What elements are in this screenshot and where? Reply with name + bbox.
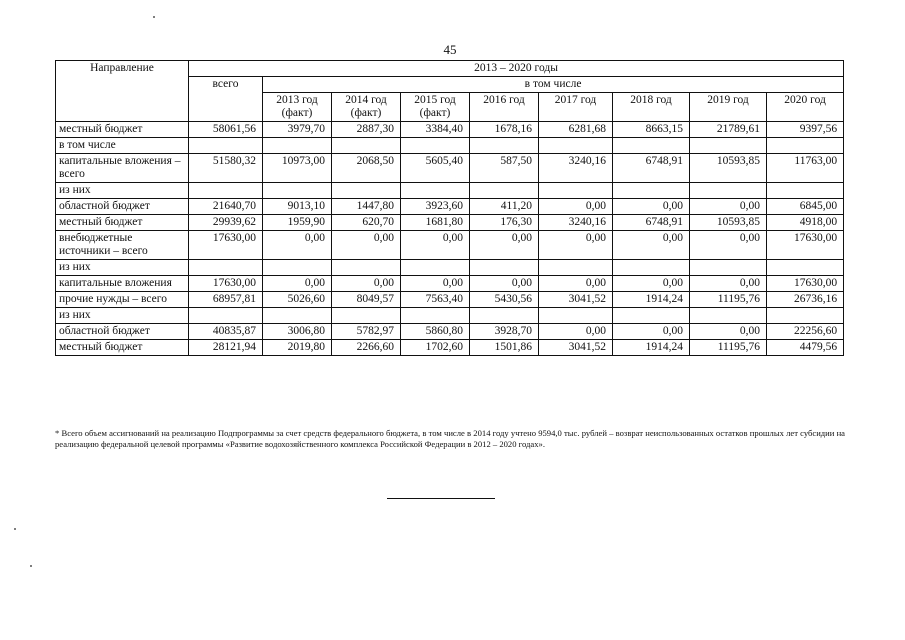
cell-year-value: 6748,91 [613, 154, 690, 183]
cell-total [189, 183, 263, 199]
cell-year-value: 0,00 [539, 276, 613, 292]
header-year-label: 2017 год [554, 94, 597, 106]
page-number: 45 [443, 42, 457, 57]
cell-year-value: 1678,16 [470, 122, 539, 138]
cell-total: 58061,56 [189, 122, 263, 138]
cell-year-value: 2266,60 [332, 340, 401, 356]
row-label: местный бюджет [56, 122, 189, 138]
cell-year-value: 7563,40 [401, 292, 470, 308]
cell-year-value: 3384,40 [401, 122, 470, 138]
cell-total [189, 138, 263, 154]
cell-year-value [613, 260, 690, 276]
cell-year-value: 3041,52 [539, 340, 613, 356]
cell-year-value: 8049,57 [332, 292, 401, 308]
cell-total: 17630,00 [189, 231, 263, 260]
cell-year-value: 4918,00 [767, 215, 844, 231]
row-label: местный бюджет [56, 340, 189, 356]
cell-year-value: 9397,56 [767, 122, 844, 138]
cell-year-value: 6845,00 [767, 199, 844, 215]
cell-total: 40835,87 [189, 324, 263, 340]
header-year-label: 2018 год [630, 94, 672, 106]
row-label: местный бюджет [56, 215, 189, 231]
cell-year-value: 2068,50 [332, 154, 401, 183]
cell-year-value [690, 138, 767, 154]
cell-year-value [332, 138, 401, 154]
table-row [56, 340, 844, 356]
cell-year-value: 11195,76 [690, 340, 767, 356]
cell-year-value [470, 308, 539, 324]
header-year-label: 2013 год [276, 94, 318, 106]
cell-year-value: 1681,80 [401, 215, 470, 231]
table-body [56, 122, 844, 356]
header-year [613, 93, 690, 122]
cell-year-value: 22256,60 [767, 324, 844, 340]
cell-year-value: 4479,56 [767, 340, 844, 356]
cell-year-value: 26736,16 [767, 292, 844, 308]
table-row [56, 231, 844, 260]
header-year [690, 93, 767, 122]
cell-year-value: 0,00 [470, 231, 539, 260]
row-label: из них [56, 308, 189, 324]
cell-total [189, 308, 263, 324]
row-label: внебюджетные источники – всего [56, 231, 189, 260]
cell-year-value: 10593,85 [690, 215, 767, 231]
scan-speck [30, 565, 32, 567]
cell-year-value: 5782,97 [332, 324, 401, 340]
header-year [470, 93, 539, 122]
cell-year-value: 1914,24 [613, 340, 690, 356]
header-year [263, 93, 332, 122]
cell-year-value: 1959,90 [263, 215, 332, 231]
cell-total: 21640,70 [189, 199, 263, 215]
cell-year-value: 6281,68 [539, 122, 613, 138]
header-year [539, 93, 613, 122]
row-label: областной бюджет [56, 199, 189, 215]
cell-year-value: 3006,80 [263, 324, 332, 340]
cell-year-value: 0,00 [539, 199, 613, 215]
table-row [56, 292, 844, 308]
cell-total: 28121,94 [189, 340, 263, 356]
cell-year-value: 0,00 [690, 199, 767, 215]
table-row [56, 276, 844, 292]
cell-year-value: 0,00 [401, 231, 470, 260]
table-row [56, 154, 844, 183]
cell-year-value [539, 183, 613, 199]
cell-year-value [613, 183, 690, 199]
cell-year-value [401, 260, 470, 276]
cell-year-value: 10973,00 [263, 154, 332, 183]
cell-year-value: 587,50 [470, 154, 539, 183]
table-row [56, 215, 844, 231]
table-row [56, 122, 844, 138]
header-year-note: (факт) [419, 107, 451, 119]
cell-year-value: 9013,10 [263, 199, 332, 215]
scan-speck [153, 16, 155, 18]
cell-year-value [539, 260, 613, 276]
cell-year-value [401, 308, 470, 324]
cell-year-value: 1702,60 [401, 340, 470, 356]
cell-year-value [690, 260, 767, 276]
cell-year-value [470, 260, 539, 276]
cell-year-value: 0,00 [401, 276, 470, 292]
cell-year-value: 17630,00 [767, 231, 844, 260]
cell-year-value: 11195,76 [690, 292, 767, 308]
cell-year-value: 0,00 [263, 276, 332, 292]
cell-year-value: 3240,16 [539, 154, 613, 183]
row-label: прочие нужды – всего [56, 292, 189, 308]
cell-total: 29939,62 [189, 215, 263, 231]
cell-year-value: 17630,00 [767, 276, 844, 292]
header-year [767, 93, 844, 122]
cell-year-value: 5605,40 [401, 154, 470, 183]
cell-year-value [263, 260, 332, 276]
row-label: областной бюджет [56, 324, 189, 340]
cell-year-value [539, 138, 613, 154]
header-including: в том числе [263, 77, 844, 93]
header-year [332, 93, 401, 122]
cell-year-value: 0,00 [690, 276, 767, 292]
cell-year-value: 0,00 [613, 324, 690, 340]
cell-year-value: 5430,56 [470, 292, 539, 308]
cell-year-value: 0,00 [332, 276, 401, 292]
cell-year-value: 10593,85 [690, 154, 767, 183]
table-row [56, 324, 844, 340]
cell-year-value [332, 260, 401, 276]
cell-year-value: 11763,00 [767, 154, 844, 183]
cell-year-value [263, 183, 332, 199]
cell-year-value: 0,00 [613, 231, 690, 260]
separator-line [387, 498, 495, 499]
header-direction: Направление [56, 61, 189, 122]
cell-year-value: 0,00 [613, 199, 690, 215]
cell-year-value: 0,00 [539, 231, 613, 260]
cell-year-value: 3979,70 [263, 122, 332, 138]
header-year-label: 2016 год [483, 94, 525, 106]
cell-year-value: 3041,52 [539, 292, 613, 308]
cell-year-value: 21789,61 [690, 122, 767, 138]
cell-year-value: 0,00 [690, 231, 767, 260]
cell-year-value: 5026,60 [263, 292, 332, 308]
cell-year-value: 2887,30 [332, 122, 401, 138]
cell-year-value: 0,00 [539, 324, 613, 340]
cell-year-value: 3923,60 [401, 199, 470, 215]
row-label: капитальные вложения – всего [56, 154, 189, 183]
cell-year-value [470, 138, 539, 154]
cell-year-value: 620,70 [332, 215, 401, 231]
cell-year-value: 8663,15 [613, 122, 690, 138]
cell-year-value [767, 138, 844, 154]
cell-year-value [332, 308, 401, 324]
cell-year-value [690, 308, 767, 324]
cell-year-value: 0,00 [690, 324, 767, 340]
footnote: * Всего объем ассигнований на реализацию Подпрограммы за счет средств федерального бюджета, в том числе в 2014 году учтено 9594,0 тыс. рублей – возврат неиспользованных остатков прошлых лет субсидии на реализацию федеральной целевой программы «Развитие водохозяйственного комплекса Российской Федерации в 2012 – 2020 годах». [55, 428, 845, 449]
header-year-label: 2020 год [784, 94, 826, 106]
scan-speck [14, 528, 16, 530]
cell-year-value: 1447,80 [332, 199, 401, 215]
cell-year-value: 1914,24 [613, 292, 690, 308]
cell-year-value [613, 138, 690, 154]
cell-total: 51580,32 [189, 154, 263, 183]
cell-year-value: 3240,16 [539, 215, 613, 231]
cell-year-value [613, 308, 690, 324]
row-label: из них [56, 260, 189, 276]
cell-year-value [263, 138, 332, 154]
cell-year-value: 0,00 [332, 231, 401, 260]
cell-year-value: 6748,91 [613, 215, 690, 231]
cell-year-value [767, 183, 844, 199]
cell-year-value: 0,00 [613, 276, 690, 292]
table-row [56, 199, 844, 215]
cell-total: 17630,00 [189, 276, 263, 292]
header-year-label: 2014 год [345, 94, 387, 106]
cell-year-value [470, 183, 539, 199]
cell-total [189, 260, 263, 276]
table-row [56, 260, 844, 276]
cell-year-value: 176,30 [470, 215, 539, 231]
row-label: в том числе [56, 138, 189, 154]
cell-year-value [767, 308, 844, 324]
row-label: капитальные вложения [56, 276, 189, 292]
header-year-note: (факт) [350, 107, 382, 119]
budget-table [55, 60, 844, 356]
header-year-label: 2015 год [414, 94, 456, 106]
cell-year-value [332, 183, 401, 199]
table-row [56, 138, 844, 154]
cell-year-value [767, 260, 844, 276]
table-row [56, 183, 844, 199]
cell-year-value: 0,00 [470, 276, 539, 292]
header-period: 2013 – 2020 годы [189, 61, 844, 77]
cell-year-value: 5860,80 [401, 324, 470, 340]
cell-year-value [401, 183, 470, 199]
table-header [56, 61, 844, 122]
header-total: всего [189, 77, 263, 122]
header-year [401, 93, 470, 122]
cell-year-value: 3928,70 [470, 324, 539, 340]
cell-year-value [539, 308, 613, 324]
cell-year-value [690, 183, 767, 199]
cell-total: 68957,81 [189, 292, 263, 308]
header-year-note: (факт) [281, 107, 313, 119]
row-label: из них [56, 183, 189, 199]
cell-year-value: 2019,80 [263, 340, 332, 356]
header-year-label: 2019 год [707, 94, 749, 106]
cell-year-value [401, 138, 470, 154]
table-row [56, 308, 844, 324]
cell-year-value: 411,20 [470, 199, 539, 215]
cell-year-value: 1501,86 [470, 340, 539, 356]
cell-year-value [263, 308, 332, 324]
header-row-period [56, 61, 844, 77]
cell-year-value: 0,00 [263, 231, 332, 260]
